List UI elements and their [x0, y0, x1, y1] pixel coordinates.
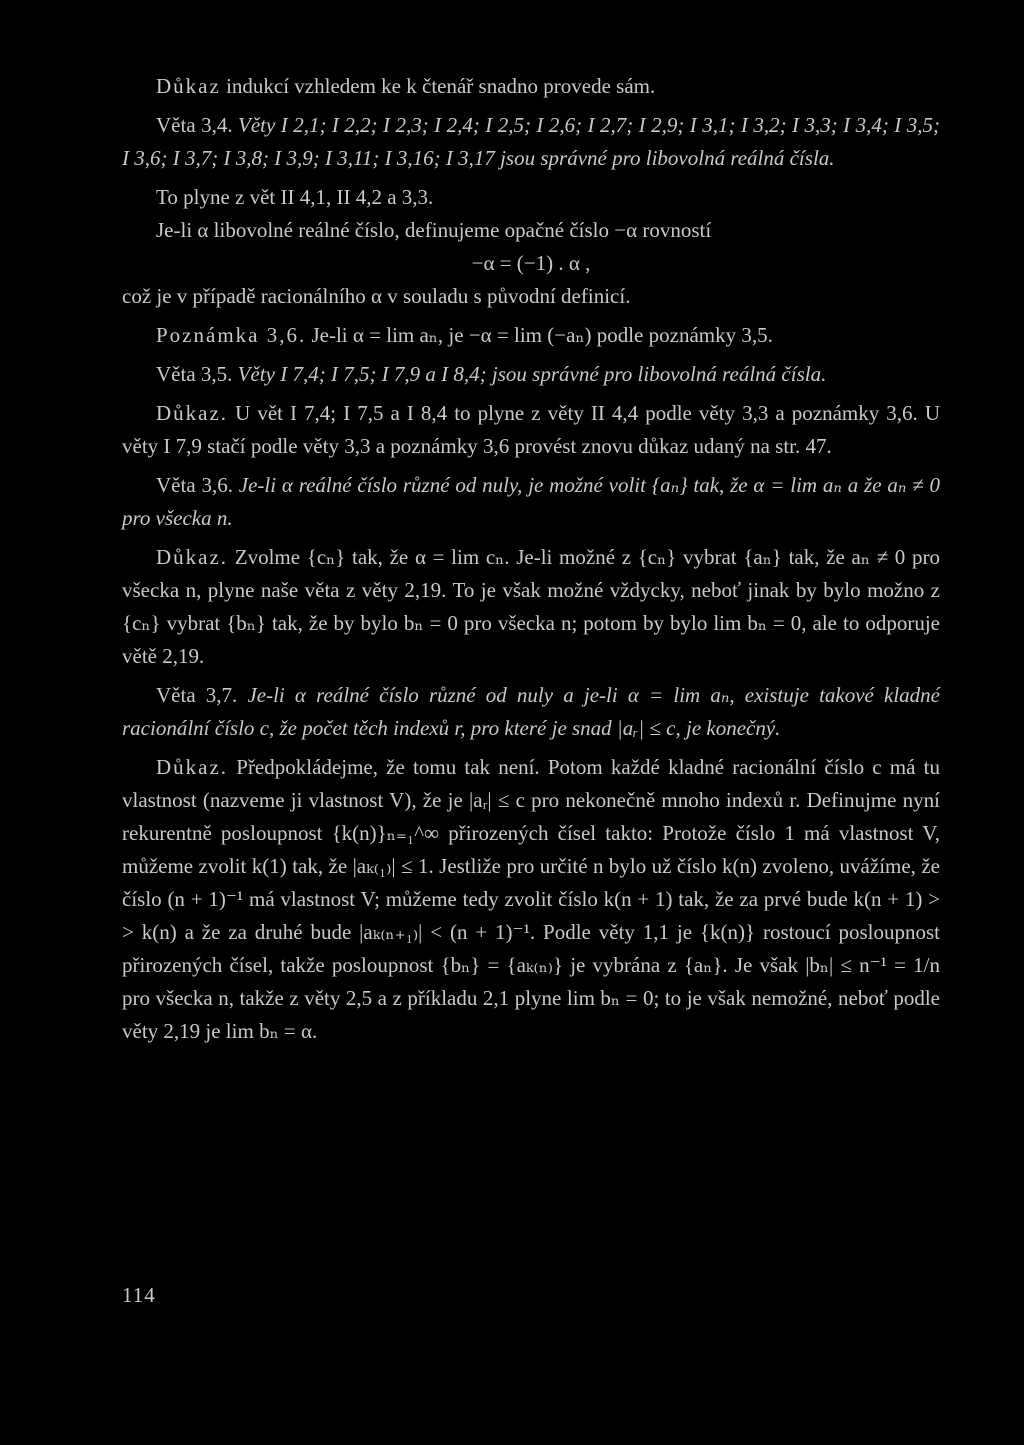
theorem-text: Je-li α reálné číslo různé od nuly, je možné volit {aₙ} tak, že α = lim aₙ a že aₙ ≠ 0 pro všecka n. [122, 473, 940, 530]
paragraph-consistent [122, 280, 940, 313]
remark-lead: Poznámka 3,6. [156, 323, 307, 347]
page-body [122, 70, 940, 1048]
theorem-3-7 [122, 679, 940, 745]
proof-lead: Důkaz. [156, 755, 229, 779]
proof-3-5 [122, 397, 940, 463]
equation-opposite [122, 247, 940, 280]
theorem-lead: Věta 3,7. [156, 683, 238, 707]
proof-3-7 [122, 751, 940, 1048]
page-number: 114 [122, 1283, 156, 1307]
theorem-lead: Věta 3,4. [156, 113, 233, 137]
theorem-text: Věty I 7,4; I 7,5; I 7,9 a I 8,4; jsou správné pro libovolná reálná čísla. [232, 362, 827, 386]
theorem-3-5 [122, 358, 940, 391]
paragraph-definition [122, 214, 940, 247]
theorem-lead: Věta 3,6. [156, 473, 233, 497]
theorem-text: Je-li α reálné číslo různé od nuly a je-li α = lim aₙ, existuje takové kladné racionální číslo c, že počet těch indexů r, pro které je snad |aᵣ| ≤ c, je konečný. [122, 683, 940, 740]
proof-text: U vět I 7,4; I 7,5 a I 8,4 to plyne z věty II 4,4 podle věty 3,3 a poznámky 3,6. U věty I 7,9 stačí podle věty 3,3 a poznámky 3,6 provést znovu důkaz udaný na str. 47. [122, 401, 940, 458]
proof-text: Zvolme {cₙ} tak, že α = lim cₙ. Je-li možné z {cₙ} vybrat {aₙ} tak, že aₙ ≠ 0 pro všecka n, plyne naše věta z věty 2,19. To je však možné vždycky, neboť jinak by bylo možno z {cₙ} vybrat {bₙ} tak, že by bylo bₙ = 0 pro všecka n; potom by bylo lim bₙ = 0, ale to odporuje větě 2,19. [122, 545, 940, 668]
proof-lead: Důkaz. [156, 545, 229, 569]
proof-text: Předpokládejme, že tomu tak není. Potom každé kladné racionální číslo c má tu vlastnost (nazveme ji vlastnost V), že je |aᵣ| ≤ c pro nekonečně mnoho indexů r. Definujme nyní rekurentně posloupnost {k(n)}ₙ₌₁^∞ přirozených čísel takto: Protože číslo 1 má vlastnost V, můžeme zvolit k(1) tak, že |aₖ₍₁₎| ≤ 1. Jestliže pro určité n bylo už číslo k(n) zvoleno, uvážíme, že číslo (n + 1)⁻¹ má vlastnost V; můžeme tedy zvolit číslo k(n + 1) tak, že za prvé bude k(n + 1) > > k(n) a že za druhé bude |aₖ₍ₙ₊₁₎| < (n + 1)⁻¹. Podle věty 1,1 je {k(n)} rostoucí posloupnost přirozených čísel, takže posloupnost {bₙ} = {aₖ₍ₙ₎} je vybrána z {aₙ}. Je však |bₙ| ≤ n⁻¹ = 1/n pro všecka n, takže z věty 2,5 a z příkladu 2,1 plyne lim bₙ = 0; to je však nemožné, neboť podle věty 2,19 je lim bₙ = α. [122, 755, 940, 1043]
equation-text: −α = (−1) . α , [471, 251, 591, 275]
proof-3-6 [122, 541, 940, 673]
remark-text: Je-li α = lim aₙ, je −α = lim (−aₙ) podle poznámky 3,5. [306, 323, 773, 347]
remark-3-6 [122, 319, 940, 352]
paragraph-text: indukcí vzhledem ke k čtenář snadno provede sám. [220, 74, 656, 98]
paragraph-text: Je-li α libovolné reálné číslo, definujeme opačné číslo −α rovností [156, 218, 712, 242]
theorem-3-4 [122, 109, 940, 175]
paragraph-text: což je v případě racionálního α v souladu s původní definicí. [122, 284, 631, 308]
paragraph-proof-induction [122, 70, 940, 103]
theorem-3-6 [122, 469, 940, 535]
theorem-text: Věty I 2,1; I 2,2; I 2,3; I 2,4; I 2,5; I 2,6; I 2,7; I 2,9; I 3,1; I 3,2; I 3,3; I 3,4; I 3,5; I 3,6; I 3,7; I 3,8; I 3,9; I 3,11; I 3,16; I 3,17 jsou správné pro libovolná reálná čísla. [122, 113, 940, 170]
paragraph-follows [122, 181, 940, 214]
paragraph-text: To plyne z vět II 4,1, II 4,2 a 3,3. [156, 185, 434, 209]
proof-lead: Důkaz. [156, 401, 229, 425]
theorem-lead: Věta 3,5. [156, 362, 233, 386]
proof-lead: Důkaz [156, 74, 221, 98]
